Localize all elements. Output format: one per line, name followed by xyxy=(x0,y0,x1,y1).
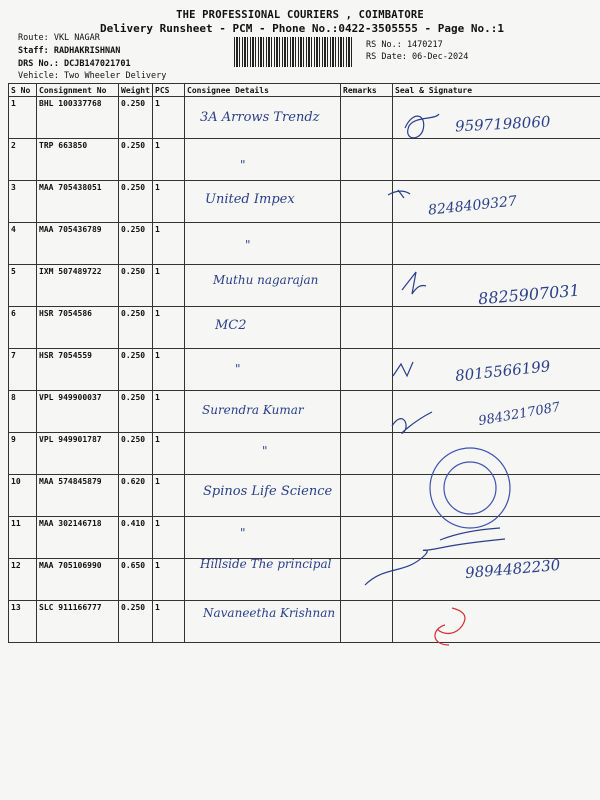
consignment-cell: TRP 663850 xyxy=(37,139,119,181)
weight-cell: 0.410 xyxy=(119,517,153,559)
remarks-cell xyxy=(341,601,393,643)
remarks-cell xyxy=(341,559,393,601)
pcs-cell: 1 xyxy=(153,181,185,223)
weight-cell: 0.650 xyxy=(119,559,153,601)
sno-cell: 8 xyxy=(9,391,37,433)
route-label: Route: VKL NAGAR xyxy=(18,33,100,43)
sno-cell: 2 xyxy=(9,139,37,181)
sno-cell: 9 xyxy=(9,433,37,475)
handwritten-consignee: Muthu nagarajan xyxy=(213,273,319,287)
table-header-row xyxy=(9,84,600,97)
pcs-cell: 1 xyxy=(153,559,185,601)
consignment-cell: MAA 705106990 xyxy=(37,559,119,601)
signature-cell xyxy=(393,475,600,517)
weight-cell: 0.250 xyxy=(119,265,153,307)
remarks-cell xyxy=(341,391,393,433)
handwritten-consignee: Navaneetha Krishnan xyxy=(203,606,336,620)
weight-cell: 0.620 xyxy=(119,475,153,517)
pcs-cell: 1 xyxy=(153,433,185,475)
handwritten-phone: 9597198060 xyxy=(454,112,551,136)
sno-cell: 1 xyxy=(9,97,37,139)
col-header-consignment: Consignment No xyxy=(37,84,119,97)
handwritten-phone: 9843217087 xyxy=(477,399,562,430)
col-header-pcs: PCS xyxy=(153,84,185,97)
handwritten-consignee: " xyxy=(235,362,241,376)
runsheet-title: Delivery Runsheet - PCM - Phone No.:0422-3505555 - Page No.:1 xyxy=(100,22,504,35)
sno-cell: 13 xyxy=(9,601,37,643)
handwritten-consignee: " xyxy=(262,444,268,458)
consignment-cell: IXM 507489722 xyxy=(37,265,119,307)
rs-number: RS No.: 1470217 xyxy=(366,40,443,50)
weight-cell: 0.250 xyxy=(119,349,153,391)
weight-cell: 0.250 xyxy=(119,97,153,139)
signature-cell xyxy=(393,433,600,475)
handwritten-consignee: United Impex xyxy=(205,192,295,207)
barcode xyxy=(234,37,352,67)
consignment-cell: VPL 949900037 xyxy=(37,391,119,433)
handwritten-phone: 8015566199 xyxy=(454,357,552,385)
handwritten-consignee: " xyxy=(245,238,251,252)
consignment-cell: MAA 705436789 xyxy=(37,223,119,265)
company-name: THE PROFESSIONAL COURIERS , COIMBATORE xyxy=(176,9,424,21)
sno-cell: 3 xyxy=(9,181,37,223)
signature-cell xyxy=(393,601,600,643)
handwritten-phone: 8825907031 xyxy=(477,280,581,309)
weight-cell: 0.250 xyxy=(119,391,153,433)
staff-label: Staff: RADHAKRISHNAN xyxy=(18,46,121,56)
consignment-cell: BHL 100337768 xyxy=(37,97,119,139)
col-header-sno: S No xyxy=(9,84,37,97)
remarks-cell xyxy=(341,475,393,517)
col-header-remarks: Remarks xyxy=(341,84,393,97)
pcs-cell: 1 xyxy=(153,139,185,181)
pcs-cell: 1 xyxy=(153,391,185,433)
sno-cell: 10 xyxy=(9,475,37,517)
col-header-weight: Weight xyxy=(119,84,153,97)
handwritten-phone: 8248409327 xyxy=(427,193,518,219)
consignment-cell: HSR 7054559 xyxy=(37,349,119,391)
handwritten-consignee: 3A Arrows Trendz xyxy=(200,110,320,125)
signature-cell xyxy=(393,139,600,181)
pcs-cell: 1 xyxy=(153,97,185,139)
consignment-cell: MAA 302146718 xyxy=(37,517,119,559)
rs-date: RS Date: 06-Dec-2024 xyxy=(366,52,469,62)
consignment-cell: MAA 574845879 xyxy=(37,475,119,517)
weight-cell: 0.250 xyxy=(119,181,153,223)
sno-cell: 6 xyxy=(9,307,37,349)
col-header-consignee: Consignee Details xyxy=(185,84,341,97)
signature-cell xyxy=(393,223,600,265)
weight-cell: 0.250 xyxy=(119,307,153,349)
handwritten-consignee: Spinos Life Science xyxy=(203,484,333,499)
pcs-cell: 1 xyxy=(153,223,185,265)
col-header-signature: Seal & Signature xyxy=(393,84,600,97)
handwritten-consignee: Surendra Kumar xyxy=(202,403,304,417)
handwritten-consignee: " xyxy=(240,526,246,540)
handwritten-consignee: MC2 xyxy=(215,318,247,333)
pcs-cell: 1 xyxy=(153,475,185,517)
weight-cell: 0.250 xyxy=(119,433,153,475)
consignment-cell: HSR 7054586 xyxy=(37,307,119,349)
handwritten-consignee: Hillside The principal xyxy=(200,557,332,571)
sno-cell: 5 xyxy=(9,265,37,307)
vehicle-label: Vehicle: Two Wheeler Delivery xyxy=(18,71,167,81)
pcs-cell: 1 xyxy=(153,349,185,391)
remarks-cell xyxy=(341,97,393,139)
pcs-cell: 1 xyxy=(153,307,185,349)
weight-cell: 0.250 xyxy=(119,139,153,181)
remarks-cell xyxy=(341,181,393,223)
consignment-cell: MAA 705438051 xyxy=(37,181,119,223)
remarks-cell xyxy=(341,265,393,307)
sno-cell: 12 xyxy=(9,559,37,601)
weight-cell: 0.250 xyxy=(119,601,153,643)
drs-number: DRS No.: DCJB147021701 xyxy=(18,59,131,69)
handwritten-consignee: " xyxy=(240,158,246,172)
signature-cell xyxy=(393,517,600,559)
pcs-cell: 1 xyxy=(153,517,185,559)
signature-cell xyxy=(393,307,600,349)
handwritten-phone: 9894482230 xyxy=(464,555,562,583)
sno-cell: 4 xyxy=(9,223,37,265)
consignment-cell: VPL 949901787 xyxy=(37,433,119,475)
weight-cell: 0.250 xyxy=(119,223,153,265)
consignment-cell: SLC 911166777 xyxy=(37,601,119,643)
pcs-cell: 1 xyxy=(153,601,185,643)
sno-cell: 7 xyxy=(9,349,37,391)
pcs-cell: 1 xyxy=(153,265,185,307)
sno-cell: 11 xyxy=(9,517,37,559)
